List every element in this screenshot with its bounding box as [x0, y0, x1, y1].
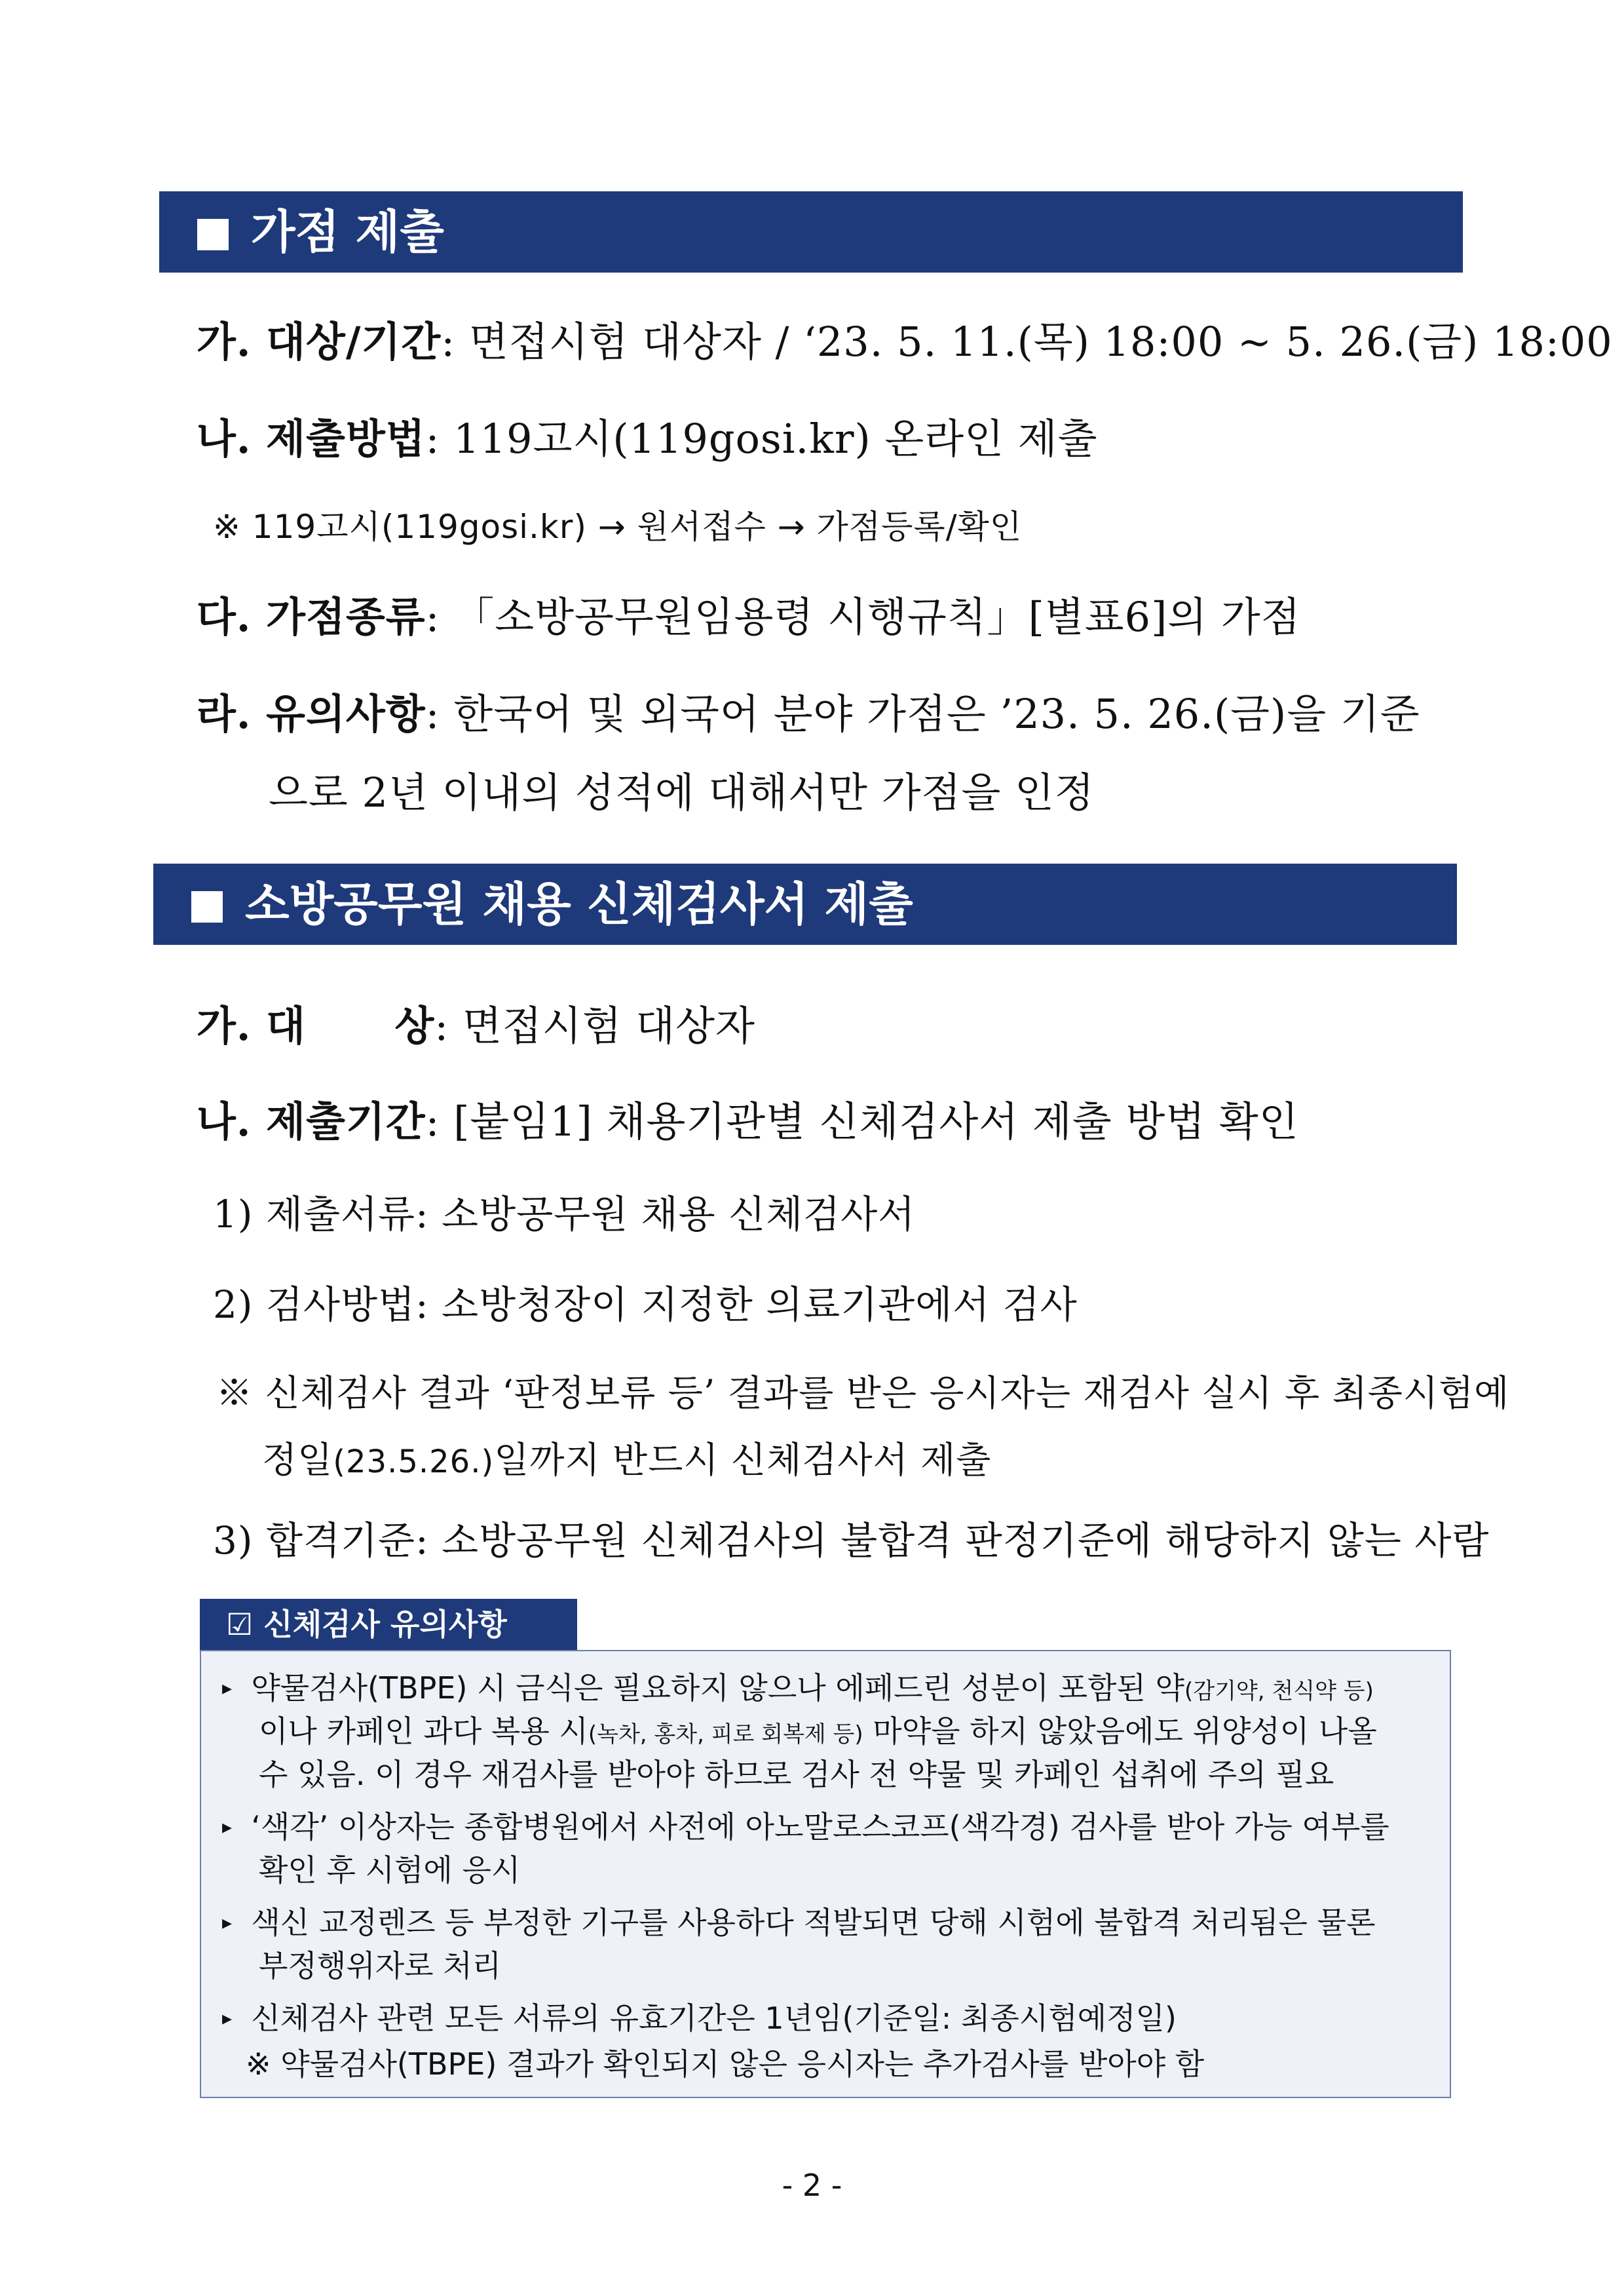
triangle-bullet-icon: ▸ [222, 1816, 233, 1839]
note-retest: ※ 신체검사 결과 ‘판정보류 등’ 결과를 받은 응시자는 재검사 실시 후 최종시험예 [216, 1372, 1510, 1414]
item-target: 가. 대 상: 면접시험 대상자 [197, 1002, 755, 1050]
page-number: - 2 - [782, 2168, 842, 2203]
triangle-bullet-icon: ▸ [222, 1677, 233, 1700]
notice-title-tab: ☑ 신체검사 유의사항 [200, 1599, 577, 1650]
item-submit-period: 나. 제출기간: [붙임1] 채용기관별 신체검사서 제출 방법 확인 [197, 1098, 1299, 1145]
section-title: 가점 제출 [251, 205, 444, 259]
triangle-bullet-icon: ▸ [222, 1911, 233, 1934]
note-retest-cont: 정일(23.5.26.)일까지 반드시 신체검사서 제출 [262, 1439, 992, 1481]
notice-bullet-4: ▸ 신체검사 관련 모든 서류의 유효기간은 1년임(기준일: 최종시험예정일) [222, 2000, 1177, 2036]
notice-bullet-2-line2: 확인 후 시험에 응시 [259, 1852, 521, 1888]
notice-bullet-1-line2: 이나 카페인 과다 복용 시(녹차, 홍차, 피로 회복제 등) 마약을 하지 않았음에도 위양성이 나올 [259, 1713, 1377, 1749]
item-bonus-type: 다. 가점종류: 「소방공무원임용령 시행규칙」[별표6]의 가점 [197, 593, 1301, 641]
note-path: ※ 119고시(119gosi.kr) → 원서접수 → 가점등록/확인 [213, 508, 1023, 546]
notice-bullet-2: ▸ ‘색각’ 이상자는 종합병원에서 사전에 아노말로스코프(색각경) 검사를 받아 가능 여부를 [222, 1809, 1389, 1845]
subitem-documents: 1) 제출서류: 소방공무원 채용 신체검사서 [213, 1192, 916, 1236]
square-bullet-icon [197, 219, 229, 250]
item-cautions: 라. 유의사항: 한국어 및 외국어 분야 가점은 ’23. 5. 26.(금)을 기준 [197, 690, 1420, 738]
notice-bullet-1: ▸ 약물검사(TBPE) 시 금식은 필요하지 않으나 에페드린 성분이 포함된 약(감기약, 천식약 등) [222, 1670, 1374, 1706]
triangle-bullet-icon: ▸ [222, 2007, 233, 2030]
subitem-pass-criteria: 3) 합격기준: 소방공무원 신체검사의 불합격 판정기준에 해당하지 않는 사람 [213, 1518, 1490, 1563]
item-cautions-cont: 으로 2년 이내의 성적에 대해서만 가점을 인정 [269, 769, 1095, 816]
notice-bullet-3: ▸ 색신 교정렌즈 등 부정한 기구를 사용하다 적발되면 당해 시험에 불합격 처리됨은 물론 [222, 1905, 1376, 1940]
notice-bullet-1-line3: 수 있음. 이 경우 재검사를 받아야 하므로 검사 전 약물 및 카페인 섭취에 주의 필요 [259, 1757, 1334, 1792]
notice-bullet-3-line2: 부정행위자로 처리 [259, 1948, 502, 1983]
subitem-exam-method: 2) 검사방법: 소방청장이 지정한 의료기관에서 검사 [213, 1282, 1078, 1327]
square-bullet-icon [191, 891, 223, 923]
notice-drug-test-note: ※ 약물검사(TBPE) 결과가 확인되지 않은 응시자는 추가검사를 받아야 함 [246, 2046, 1205, 2082]
item-submit-method: 나. 제출방법: 119고시(119gosi.kr) 온라인 제출 [197, 415, 1098, 463]
section-title: 소방공무원 채용 신체검사서 제출 [245, 877, 913, 931]
section-header-physical-exam [153, 864, 1457, 945]
section-header-bonus-points [159, 191, 1463, 273]
item-target-period: 가. 대상/기간: 면접시험 대상자 / ‘23. 5. 11.(목) 18:00 ~ 5. 26.(금) 18:00 [197, 318, 1613, 366]
notice-box [200, 1650, 1451, 2098]
